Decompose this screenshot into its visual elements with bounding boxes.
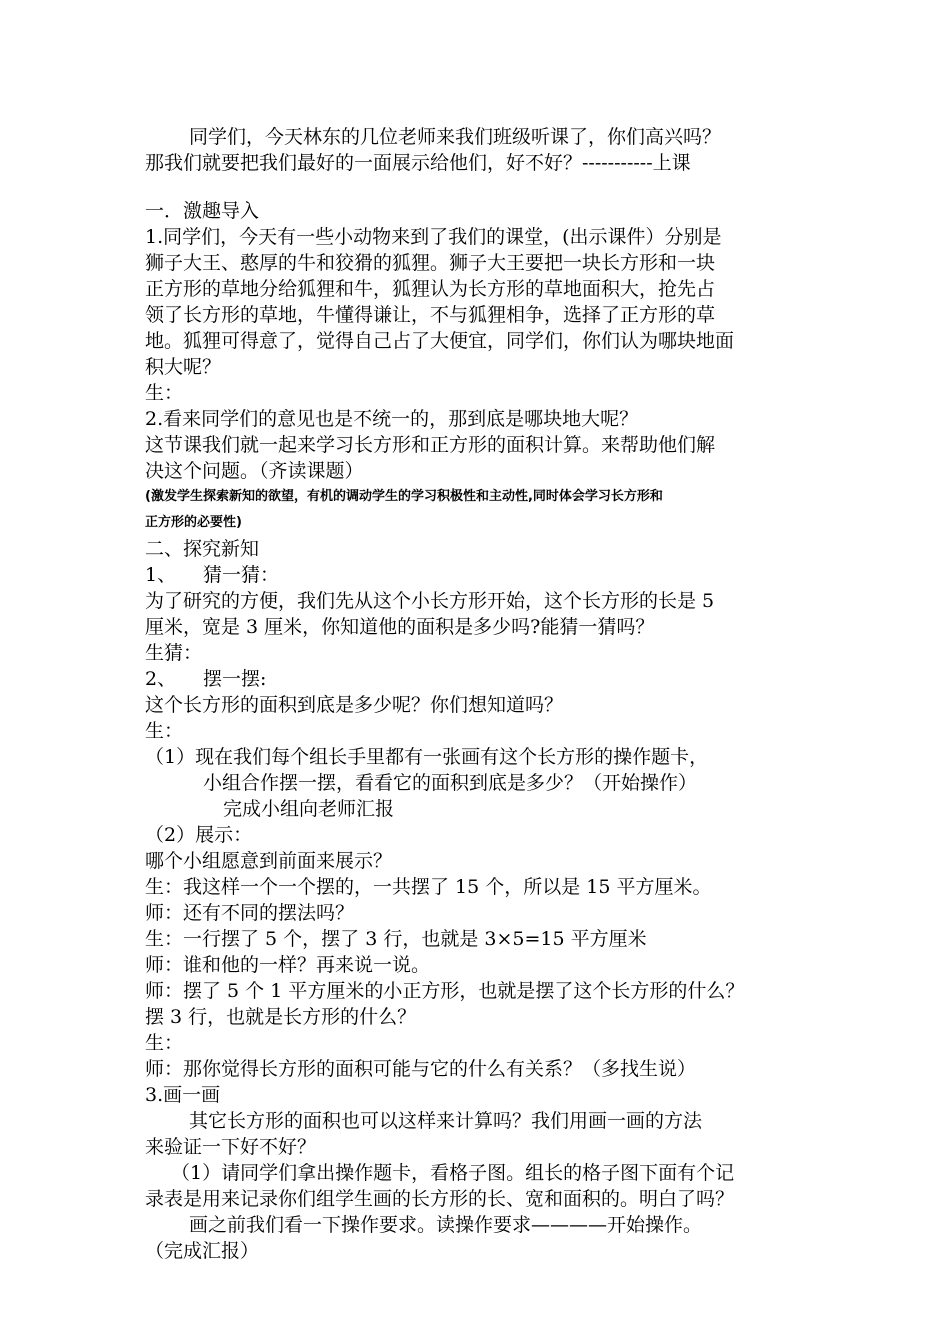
dialog-line: 生： (145, 1032, 184, 1054)
guess-number: 1、 (145, 564, 177, 586)
step-1-line: 小组合作摆一摆，看看它的面积到底是多少？（开始操作） (203, 772, 698, 794)
section-1-heading: 一．激趣导入 (145, 200, 260, 222)
dialog-line: 摆 3 行，也就是长方形的什么？ (145, 1006, 417, 1028)
place-number: 2、 (145, 668, 177, 690)
lesson-content (145, 124, 825, 1264)
section-3-para-2-line: 录表是用来记录你们组学生画的长方形的长、宽和面积的。明白了吗？ (145, 1188, 735, 1210)
section-1-para-1-line: 地。狐狸可得意了，觉得自己占了大便宜，同学们，你们认为哪块地面 (145, 330, 735, 352)
dialog-line: 生：我这样一个一个摆的，一共摆了 15 个，所以是 15 平方厘米。 (145, 876, 712, 898)
place-title: 摆一摆: (203, 668, 267, 690)
section-1-para-2: 2.看来同学们的意见也是不统一的，那到底是哪块地大呢？ (145, 408, 639, 430)
guess-heading (145, 562, 825, 588)
teaching-note-line: 正方形的必要性) (145, 515, 242, 530)
step-2: （2）展示： (145, 824, 253, 846)
step-1-line: 完成小组向老师汇报 (223, 798, 395, 820)
dialog-line: 哪个小组愿意到前面来展示？ (145, 850, 393, 872)
teaching-note-line: (激发学生探索新知的欲望，有机的调动学生的学习积极性和主动性,同时体会学习长方形和 (145, 489, 663, 504)
student-response: 生： (145, 382, 184, 404)
dialog-line: 师：谁和他的一样？再来说一说。 (145, 954, 431, 976)
section-1-para-3-line: 决这个问题。（齐读课题） (145, 460, 364, 482)
guess-student: 生猜： (145, 642, 203, 664)
intro-line-2: 那我们就要把我们最好的一面展示给他们，好不好？-----------上课 (145, 152, 691, 174)
section-3-para-3: 画之前我们看一下操作要求。读操作要求————开始操作。 (189, 1214, 703, 1236)
section-3-para-4: （完成汇报） (145, 1240, 260, 1262)
section-3-para-2-line: （1）请同学们拿出操作题卡，看格子图。组长的格子图下面有个记 (171, 1162, 735, 1184)
section-3-para-1-line: 其它长方形的面积也可以这样来计算吗？我们用画一画的方法 (189, 1110, 703, 1132)
dialog-line: 生：一行摆了 5 个，摆了 3 行，也就是 3×5=15 平方厘米 (145, 928, 647, 950)
section-1-para-1-line: 领了长方形的草地，牛懂得谦让，不与狐狸相争，选择了正方形的草 (145, 304, 716, 326)
guess-text-line: 为了研究的方便，我们先从这个小长方形开始，这个长方形的长是 5 (145, 590, 715, 612)
dialog-line: 师：摆了 5 个 1 平方厘米的小正方形，也就是摆了这个长方形的什么？ (145, 980, 745, 1002)
spacer (145, 176, 825, 198)
place-question: 这个长方形的面积到底是多少呢？你们想知道吗？ (145, 694, 564, 716)
guess-title: 猜一猜： (203, 564, 280, 586)
dialog-line: 师：那你觉得长方形的面积可能与它的什么有关系？（多找生说） (145, 1058, 697, 1080)
step-1-line: （1）现在我们每个组长手里都有一张画有这个长方形的操作题卡， (145, 746, 709, 768)
section-1-para-1-line: 狮子大王、憨厚的牛和狡猾的狐狸。狮子大王要把一块长方形和一块 (145, 252, 716, 274)
dialog-line: 师：还有不同的摆法吗？ (145, 902, 355, 924)
guess-text-line: 厘米，宽是 3 厘米，你知道他的面积是多少吗?能猜一猜吗？ (145, 616, 655, 638)
section-1-para-1-line: 1.同学们，今天有一些小动物来到了我们的课堂，(出示课件）分别是 (145, 226, 722, 248)
section-1-para-3-line: 这节课我们就一起来学习长方形和正方形的面积计算。来帮助他们解 (145, 434, 716, 456)
section-3-para-1-line: 来验证一下好不好？ (145, 1136, 317, 1158)
section-1-para-1-line: 正方形的草地分给狐狸和牛，狐狸认为长方形的草地面积大，抢先占 (145, 278, 716, 300)
section-1-para-1-line: 积大呢？ (145, 356, 222, 378)
section-3-heading: 3.画一画 (145, 1084, 221, 1106)
section-2-heading: 二、探究新知 (145, 538, 260, 560)
place-heading (145, 666, 825, 692)
place-student: 生： (145, 720, 184, 742)
intro-line-1: 同学们，今天林东的几位老师来我们班级听课了，你们高兴吗？ (189, 126, 722, 148)
